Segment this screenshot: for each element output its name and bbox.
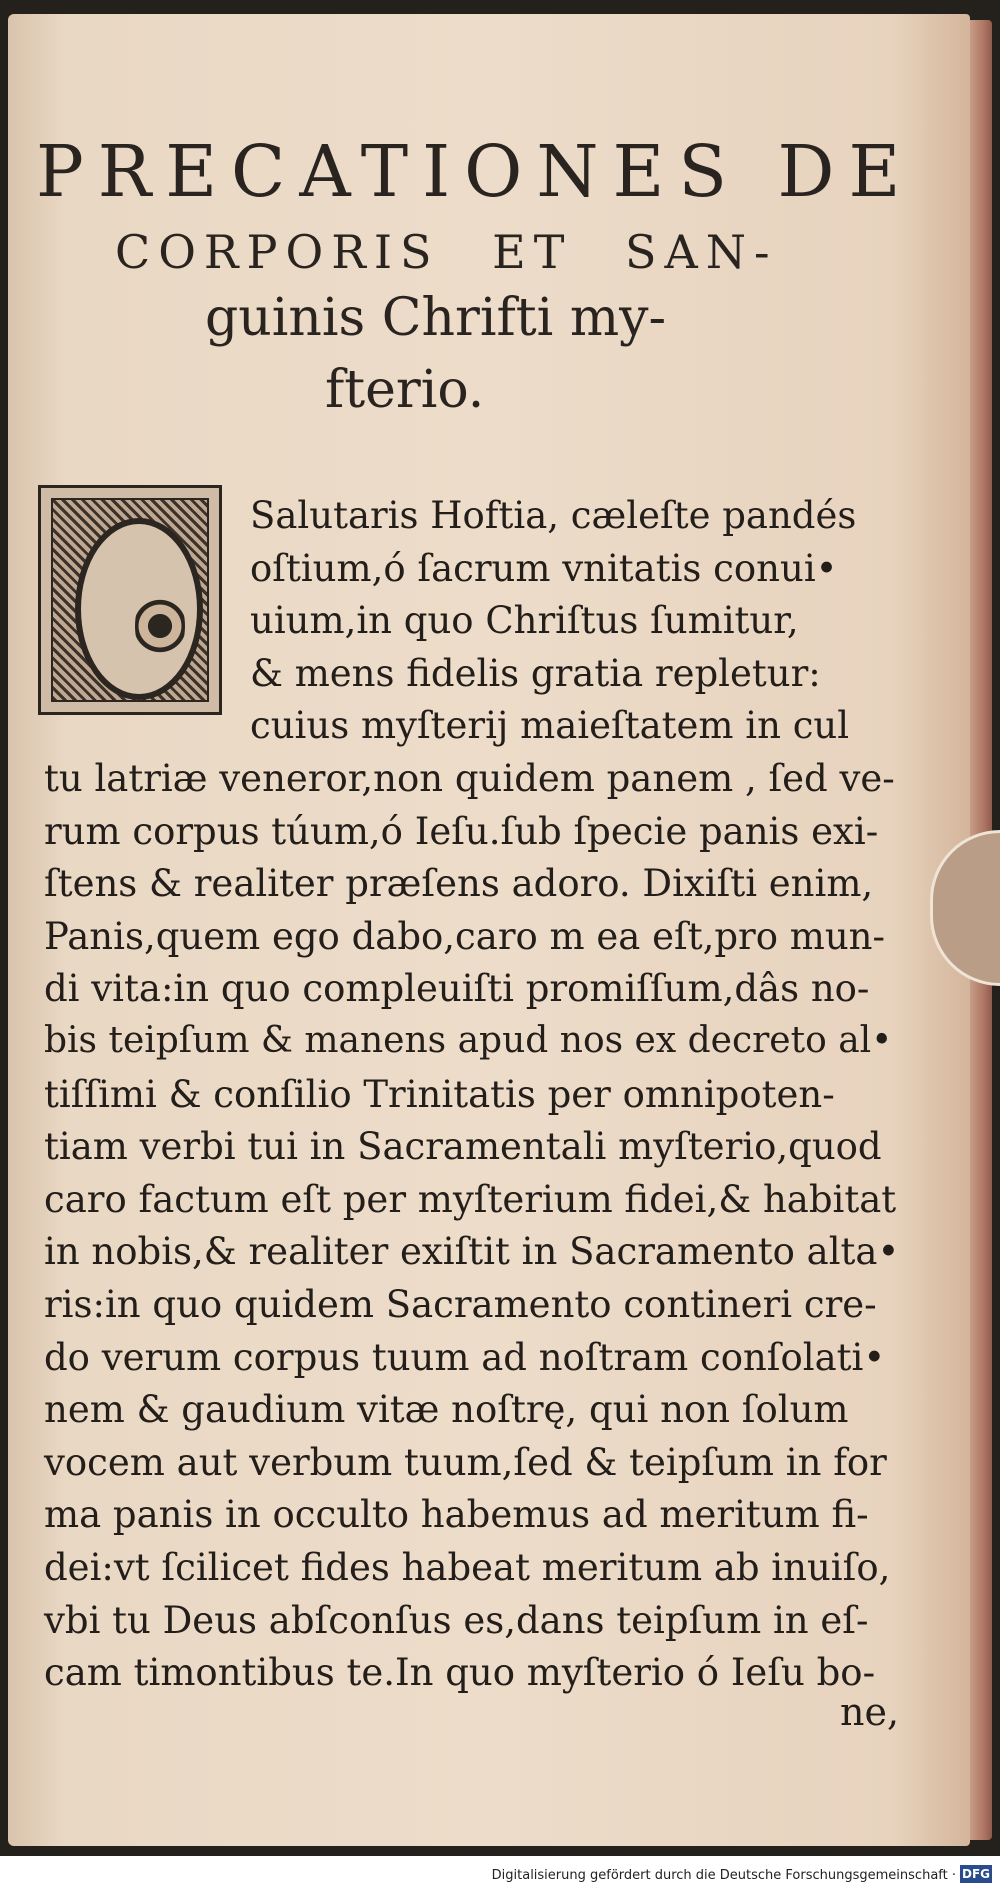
body-line: & mens fidelis gratia repletur: [250, 651, 821, 695]
body-line: in nobis,& realiter exiſtit in Sacramento alta• [44, 1230, 900, 1274]
initial-letter-o [75, 518, 203, 700]
body-line: nem & gaudium vitæ noſtrę, qui non ſolum [44, 1388, 849, 1432]
body-line: vocem aut verbum tuum,ſed & teipſum in for [44, 1440, 887, 1484]
body-line: Panis,quem ego dabo,caro m ea eſt,pro mun- [44, 914, 885, 958]
initial-flower-ornament [135, 586, 185, 666]
body-line: ris:in quo quidem Sacramento contineri cre- [44, 1283, 877, 1326]
title-line-3: guinis Chrifti my- [205, 288, 667, 348]
body-line: tu latriæ veneror,non quidem panem , ſed ve- [44, 757, 895, 800]
digitization-credit: Digitalisierung gefördert durch die Deutsche Forschungsgemeinschaft · [491, 1868, 956, 1883]
body-line: ſtens & realiter præſens adoro. Dixiſti enim, [44, 862, 874, 906]
body-line: do verum corpus tuum ad noſtram conſolati• [44, 1335, 886, 1379]
decorated-initial-o [38, 485, 222, 715]
body-line: rum corpus túum,ó Ieſu.ſub ſpecie panis exi- [44, 809, 879, 853]
body-line: vbi tu Deus abſconſus es,dans teipſum in eſ- [44, 1598, 869, 1642]
body-line: ma panis in occulto habemus ad meritum fi- [44, 1493, 869, 1537]
title-line-4: fterio. [325, 360, 485, 420]
initial-ornament [51, 498, 209, 702]
body-line: tiam verbi tui in Sacramentali myſterio,quod [44, 1125, 882, 1169]
body-line: cam timontibus te.In quo myſterio ó Ieſu bo- [44, 1651, 876, 1695]
title-line-1: PRECATIONES DE [36, 130, 915, 213]
body-line: caro factum eſt per myſterium fidei,& habitat [44, 1177, 897, 1221]
body-line: dei:vt ſcilicet fides habeat meritum ab inuiſo, [44, 1546, 891, 1589]
body-line: uium,in quo Chriſtus ſumitur, [250, 599, 799, 643]
body-line: bis teipſum & manens apud nos ex decreto al• [44, 1020, 893, 1061]
body-line: tiſſimi & conſilio Trinitatis per omnipoten- [44, 1072, 835, 1116]
body-line: cuius myſterij maieſtatem in cul [250, 704, 850, 748]
catchword: ne, [840, 1690, 900, 1734]
body-line: oſtium,ó ſacrum vnitatis conui• [250, 546, 838, 590]
body-line: di vita:in quo compleuiſti promiſſum,dâs no- [44, 967, 870, 1011]
dfg-logo: DFG [961, 1867, 990, 1881]
title-line-2: CORPORIS ET SAN- [115, 225, 778, 279]
body-line: Salutaris Hoftia, cæleſte pandés [250, 494, 857, 537]
